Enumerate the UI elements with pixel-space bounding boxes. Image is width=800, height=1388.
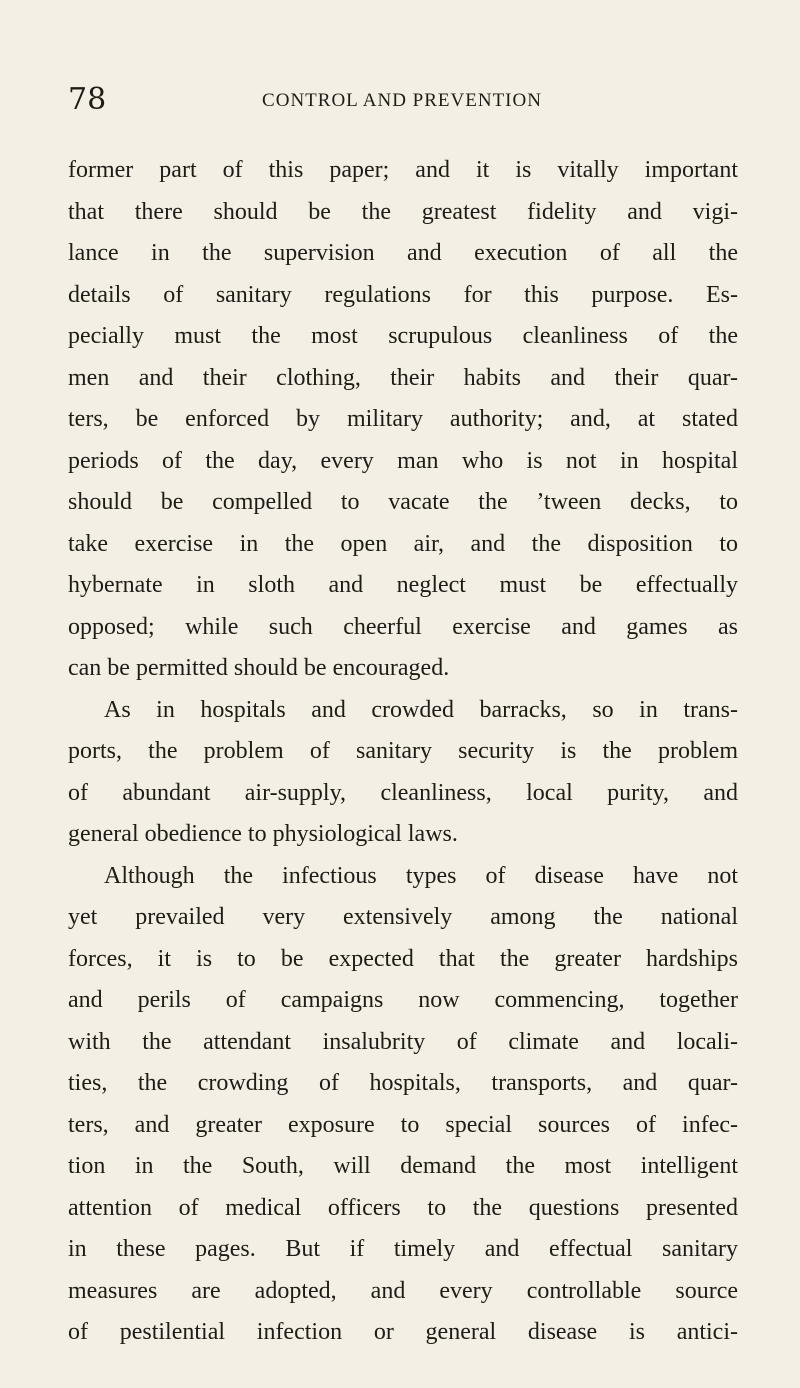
- text-line: can be permitted should be encouraged.: [68, 655, 450, 681]
- text-line: men and their clothing, their habits and their quar-: [68, 364, 738, 391]
- text-line: that there should be the greatest fidelity and vigi-: [68, 198, 738, 225]
- text-line: lance in the supervision and execution of all the: [68, 240, 738, 266]
- text-line: general obedience to physiological laws.: [68, 821, 458, 847]
- text-line: Although the infectious types of disease have not: [104, 862, 738, 889]
- text-line: should be compelled to vacate the ’tween decks, to: [68, 489, 738, 515]
- text-line: ters, be enforced by military authority; and, at stated: [68, 406, 738, 432]
- running-head: CONTROL AND PREVENTION: [262, 90, 542, 111]
- text-line: in these pages. But if timely and effectual sanitary: [68, 1236, 738, 1262]
- body-text: [68, 150, 738, 1354]
- text-line: and perils of campaigns now commencing, together: [68, 987, 738, 1013]
- text-line: yet prevailed very extensively among the national: [68, 904, 738, 930]
- text-line: As in hospitals and crowded barracks, so in trans-: [104, 696, 738, 723]
- text-line: measures are adopted, and every controllable source: [68, 1277, 738, 1304]
- text-line: ports, the problem of sanitary security is the problem: [68, 738, 738, 764]
- text-line: ters, and greater exposure to special sources of infec-: [68, 1111, 738, 1138]
- text-line: periods of the day, every man who is not in hospital: [68, 447, 738, 474]
- text-line: ties, the crowding of hospitals, transports, and quar-: [68, 1070, 738, 1096]
- text-line: tion in the South, will demand the most intelligent: [68, 1153, 738, 1179]
- text-line: attention of medical officers to the questions presented: [68, 1194, 738, 1221]
- page-number: 78: [68, 82, 107, 117]
- text-line: take exercise in the open air, and the disposition to: [68, 530, 738, 557]
- text-line: of abundant air-supply, cleanliness, local purity, and: [68, 779, 738, 806]
- page-header: [68, 80, 736, 120]
- text-line: opposed; while such cheerful exercise and games as: [68, 613, 738, 640]
- text-line: with the attendant insalubrity of climate and locali-: [68, 1028, 738, 1055]
- text-line: hybernate in sloth and neglect must be effectually: [68, 572, 738, 598]
- text-line: of pestilential infection or general disease is antici-: [68, 1319, 738, 1345]
- text-line: former part of this paper; and it is vitally important: [68, 157, 738, 183]
- text-line: pecially must the most scrupulous cleanliness of the: [68, 323, 738, 349]
- text-line: details of sanitary regulations for this purpose. Es-: [68, 281, 738, 308]
- text-line: forces, it is to be expected that the greater hardships: [68, 945, 738, 972]
